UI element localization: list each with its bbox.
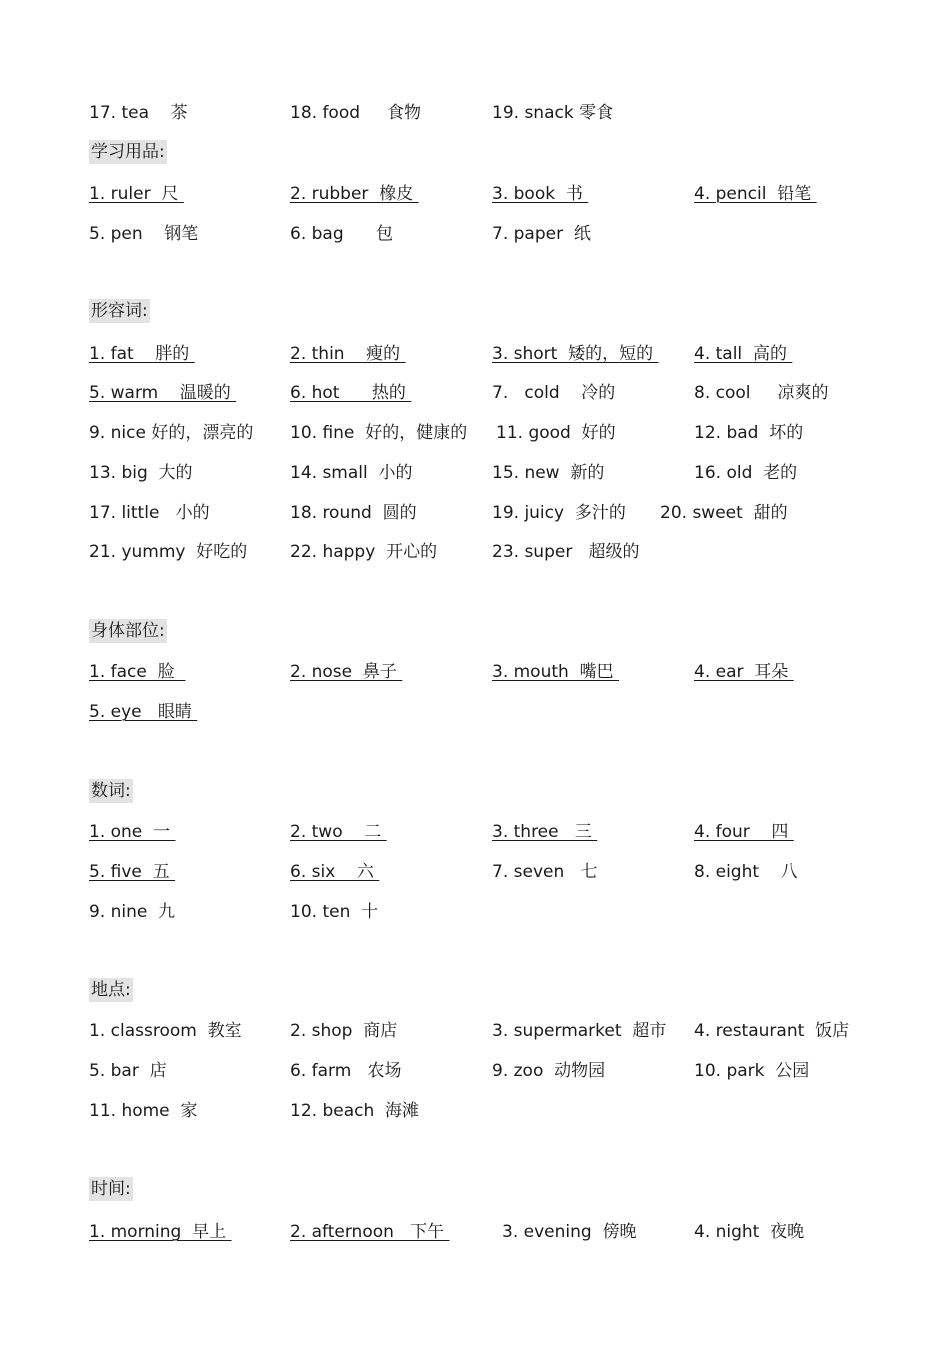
vocab-entry: 12. beach 海滩 xyxy=(290,1101,420,1121)
vocab-entry: 3. mouth 嘴巴 xyxy=(492,662,620,682)
vocab-entry: 2. two 二 xyxy=(290,822,387,842)
vocab-entry: 10. fine 好的，健康的 xyxy=(290,423,468,443)
vocab-entry: 5. warm 温暖的 xyxy=(89,383,237,403)
vocab-entry: 15. new 新的 xyxy=(492,463,605,483)
vocab-row xyxy=(0,501,950,527)
vocab-entry: 3. book 书 xyxy=(492,184,589,204)
vocab-entry: 5. eye 眼睛 xyxy=(89,702,198,722)
vocab-entry: 14. small 小的 xyxy=(290,463,413,483)
vocab-entry: 17. tea 茶 xyxy=(89,103,188,123)
vocab-entry: 21. yummy 好吃的 xyxy=(89,542,248,562)
vocab-entry: 3. supermarket 超市 xyxy=(492,1021,667,1041)
vocab-row xyxy=(0,222,950,248)
vocab-row xyxy=(0,540,950,566)
vocab-entry: 13. big 大的 xyxy=(89,463,193,483)
vocab-row xyxy=(0,820,950,846)
vocab-entry: 9. zoo 动物园 xyxy=(492,1061,606,1081)
vocab-entry: 10. ten 十 xyxy=(290,902,379,922)
vocab-entry: 6. hot 热的 xyxy=(290,383,412,403)
vocab-entry: 19. snack 零食 xyxy=(492,103,614,123)
vocab-entry: 8. eight 八 xyxy=(694,862,798,882)
vocab-entry: 18. food 食物 xyxy=(290,103,422,123)
vocab-entry: 19. juicy 多汁的 xyxy=(492,503,626,523)
vocab-entry: 8. cool 凉爽的 xyxy=(694,383,829,403)
vocab-entry: 18. round 圆的 xyxy=(290,503,417,523)
vocab-row xyxy=(0,1059,950,1085)
vocab-entry: 10. park 公园 xyxy=(694,1061,810,1081)
vocab-entry: 23. super 超级的 xyxy=(492,542,640,562)
vocab-entry: 16. old 老的 xyxy=(694,463,798,483)
vocab-row xyxy=(0,900,950,926)
vocab-entry: 4. night 夜晚 xyxy=(694,1222,805,1242)
vocab-entry: 5. five 五 xyxy=(89,862,176,882)
vocab-entry: 9. nine 九 xyxy=(89,902,176,922)
vocab-entry: 3. three 三 xyxy=(492,822,598,842)
vocab-row xyxy=(0,101,950,127)
section-heading-body: 身体部位: xyxy=(91,621,165,641)
vocab-row xyxy=(0,860,950,886)
vocab-entry: 1. classroom 教室 xyxy=(89,1021,242,1041)
vocab-entry: 12. bad 坏的 xyxy=(694,423,804,443)
vocab-entry: 1. one 一 xyxy=(89,822,176,842)
vocab-entry: 6. six 六 xyxy=(290,862,380,882)
vocab-entry: 2. nose 鼻子 xyxy=(290,662,403,682)
vocab-row xyxy=(0,1019,950,1045)
vocab-entry: 3. evening 傍晚 xyxy=(502,1222,637,1242)
section-heading-places: 地点: xyxy=(91,980,131,1000)
section-heading-numbers: 数词: xyxy=(91,781,131,801)
vocab-row xyxy=(0,182,950,208)
vocab-entry: 7. seven 七 xyxy=(492,862,598,882)
vocab-entry: 11. home 家 xyxy=(89,1101,198,1121)
vocab-row xyxy=(0,342,950,368)
vocab-row xyxy=(0,1220,950,1246)
vocab-row xyxy=(0,1099,950,1125)
vocab-entry: 4. tall 高的 xyxy=(694,344,793,364)
vocab-row xyxy=(0,660,950,686)
section-heading-adjectives: 形容词: xyxy=(91,301,148,321)
vocab-entry: 3. short 矮的，短的 xyxy=(492,344,659,364)
vocab-entry: 4. restaurant 饭店 xyxy=(694,1021,850,1041)
section-heading-stationery: 学习用品: xyxy=(91,142,165,162)
vocab-entry: 11. good 好的 xyxy=(496,423,616,443)
vocab-entry: 5. bar 店 xyxy=(89,1061,167,1081)
vocab-entry: 4. four 四 xyxy=(694,822,794,842)
vocab-row xyxy=(0,700,950,726)
vocab-entry: 2. rubber 橡皮 xyxy=(290,184,419,204)
section-heading-time: 时间: xyxy=(91,1179,131,1199)
vocab-entry: 1. face 脸 xyxy=(89,662,186,682)
vocab-entry: 7. cold 冷的 xyxy=(492,383,616,403)
vocab-entry: 6. bag 包 xyxy=(290,224,394,244)
vocab-entry: 5. pen 钢笔 xyxy=(89,224,199,244)
vocab-entry: 20. sweet 甜的 xyxy=(660,503,788,523)
vocab-entry: 2. thin 瘦的 xyxy=(290,344,406,364)
vocab-entry: 1. fat 胖的 xyxy=(89,344,195,364)
vocab-row xyxy=(0,421,950,447)
vocab-entry: 7. paper 纸 xyxy=(492,224,591,244)
vocab-entry: 17. little 小的 xyxy=(89,503,210,523)
vocab-entry: 1. ruler 尺 xyxy=(89,184,184,204)
vocab-row xyxy=(0,381,950,407)
vocab-entry: 2. shop 商店 xyxy=(290,1021,398,1041)
vocab-entry: 6. farm 农场 xyxy=(290,1061,402,1081)
vocab-entry: 4. pencil 铅笔 xyxy=(694,184,817,204)
vocab-entry: 1. morning 早上 xyxy=(89,1222,232,1242)
vocab-entry: 22. happy 开心的 xyxy=(290,542,438,562)
vocab-row xyxy=(0,461,950,487)
vocab-entry: 4. ear 耳朵 xyxy=(694,662,794,682)
vocab-entry: 9. nice 好的，漂亮的 xyxy=(89,423,254,443)
vocab-entry: 2. afternoon 下午 xyxy=(290,1222,450,1242)
